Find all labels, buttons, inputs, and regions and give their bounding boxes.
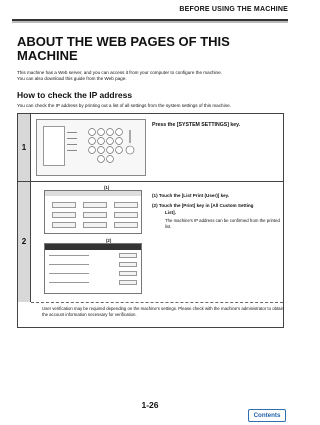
- page-header: [0, 0, 300, 22]
- intro-line: This machine has a Web server, and you can access it from your computer to configure the machine.: [17, 70, 222, 75]
- page-number: 1-26: [141, 400, 159, 410]
- print-screen-illustration: [44, 243, 142, 294]
- steps-table: [17, 113, 284, 328]
- contents-button[interactable]: Contents: [248, 409, 286, 422]
- note-box: [31, 302, 284, 317]
- step-item: List].: [165, 210, 176, 215]
- intro-line: You can also download this guide from the Web page.: [17, 76, 127, 82]
- keypad-icon: [87, 126, 137, 166]
- intro-text: [17, 70, 287, 82]
- note-text: User verification may be required depending on the machine's settings. Please check with the machine's administrator to obtain the account information necessary for verification.: [42, 306, 284, 317]
- control-panel-illustration: [36, 119, 146, 176]
- list-print-screen-illustration: [44, 190, 142, 234]
- step-item: (1) Touch the [List Print (User)] key.: [152, 193, 230, 198]
- step-divider: [18, 181, 283, 182]
- step-number: 1: [18, 114, 31, 181]
- step-item: (2) Touch the [Print] key in [All Custom Setting: [152, 203, 254, 208]
- callout-2: (2): [106, 238, 112, 243]
- callout-1: (1): [104, 185, 110, 190]
- section-text: You can check the IP address by printing out a list of all settings from the system settings of this machine.: [17, 103, 231, 108]
- header-band: [12, 21, 288, 23]
- section-title: How to check the IP address: [17, 90, 133, 100]
- step-number: 2: [18, 182, 31, 302]
- header-title: BEFORE USING THE MACHINE: [179, 6, 288, 13]
- page-title: ABOUT THE WEB PAGES OF THIS MACHINE: [17, 34, 230, 63]
- step-note: The machine's IP address can be confirmed from the printed list.: [165, 218, 280, 229]
- step-title: Press the [SYSTEM SETTINGS] key.: [152, 122, 241, 128]
